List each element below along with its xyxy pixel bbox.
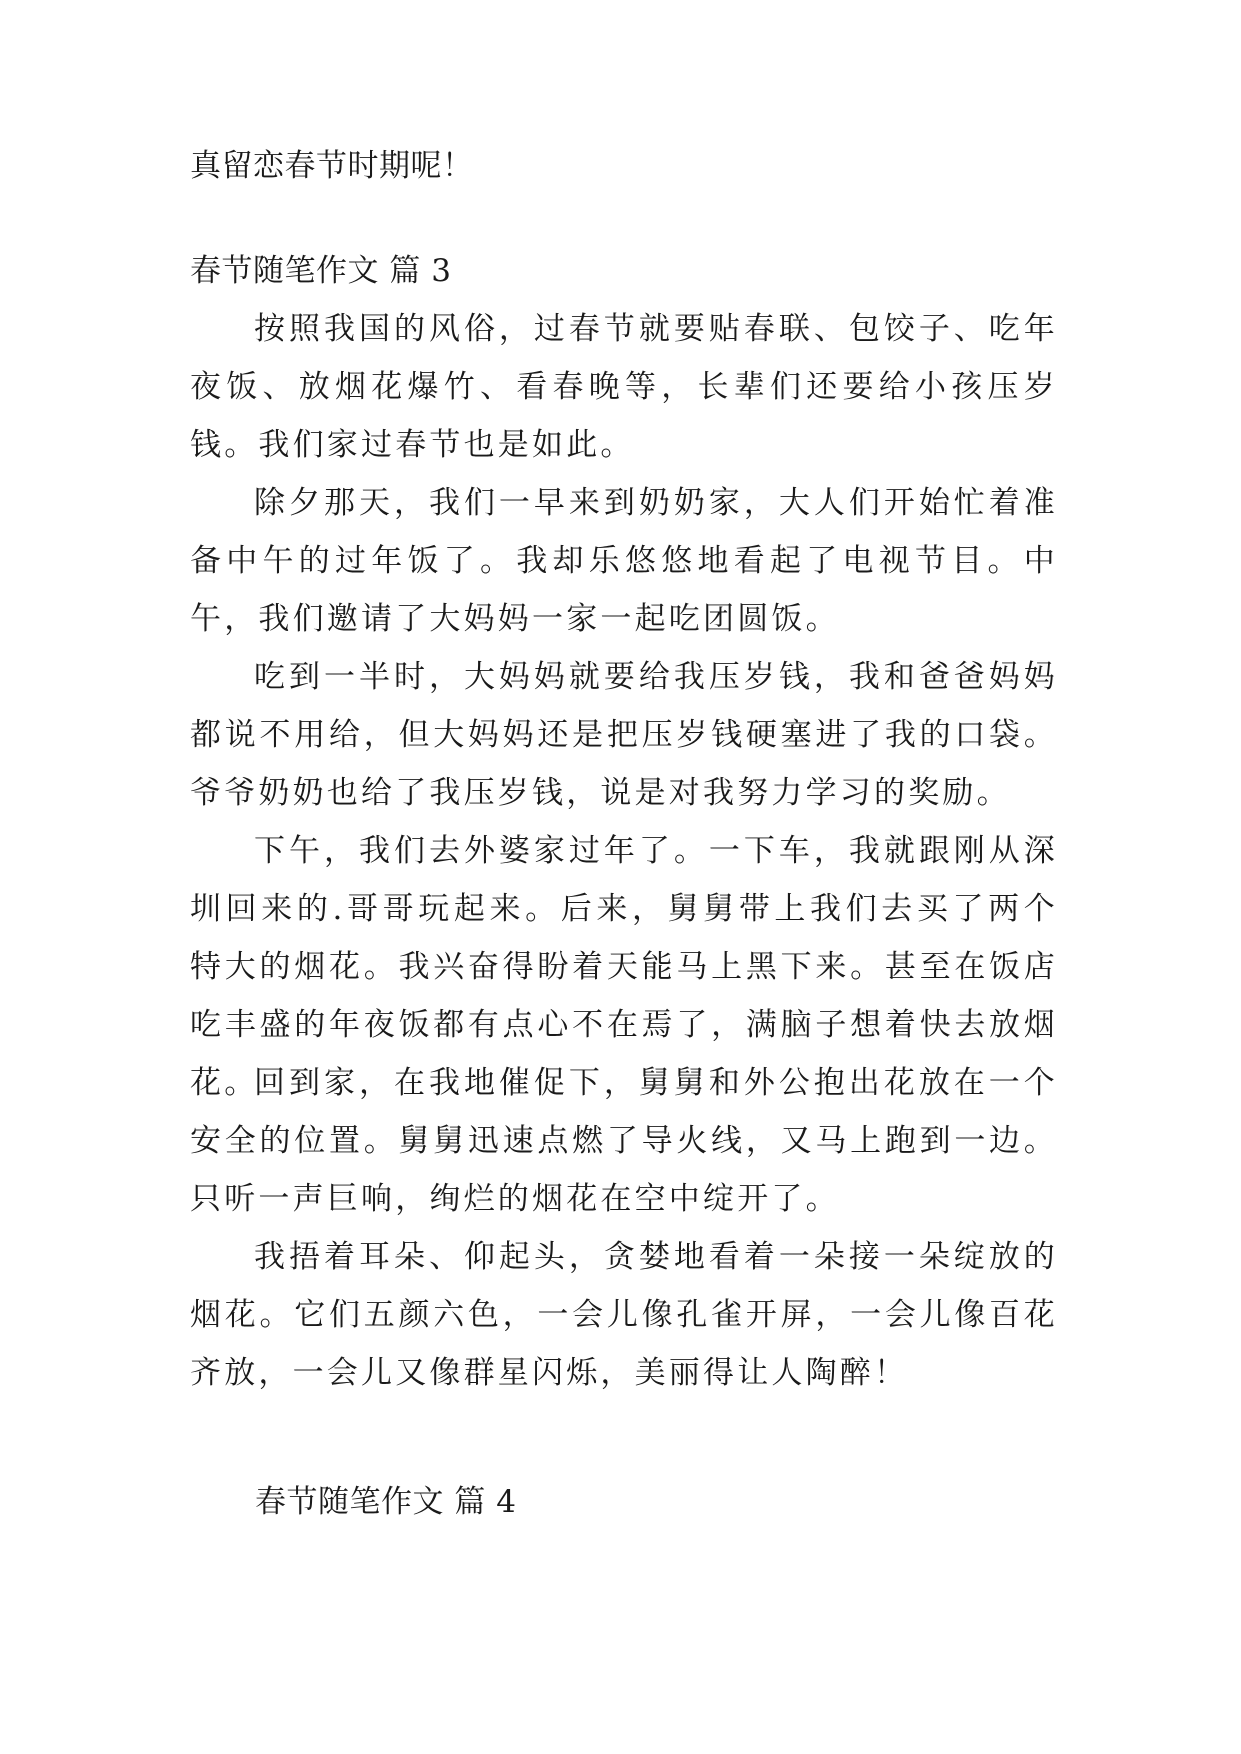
paragraph-4: 下午，我们去外婆家过年了。一下车，我就跟刚从深圳回来的.哥哥玩起来。后来，舅舅带上我们去买了两个特大的烟花。我兴奋得盼着天能马上黑下来。甚至在饭店吃丰盛的年夜饭都有点心不在焉了，满脑子想着快去放烟花。 — [190, 833, 1058, 1101]
section-4-title: 春节随笔作文 篇 4 — [255, 1484, 517, 1520]
paragraph-3: 吃到一半时，大妈妈就要给我压岁钱，我和爸爸妈妈都说不用给，但大妈妈还是把压岁钱硬塞进了我的口袋。爷爷奶奶也给了我压岁钱，说是对我努力学习的奖励。 — [190, 659, 1058, 811]
paragraph-6: 我捂着耳朵、仰起头，贪婪地看着一朵接一朵绽放的烟花。它们五颜六色，一会儿像孔雀开屏，一会儿像百花齐放，一会儿又像群星闪烁，美丽得让人陶醉！ — [190, 1239, 1058, 1391]
section-3-title: 春节随笔作文 篇 3 — [190, 253, 452, 289]
paragraph-5: 回到家，在我地催促下，舅舅和外公抱出花放在一个安全的位置。舅舅迅速点燃了导火线，又马上跑到一边。只听一声巨响，绚烂的烟花在空中绽开了。 — [190, 1065, 1058, 1217]
paragraph-1: 按照我国的风俗，过春节就要贴春联、包饺子、吃年夜饭、放烟花爆竹、看春晚等，长辈们还要给小孩压岁钱。我们家过春节也是如此。 — [190, 311, 1058, 463]
lead-line: 真留恋春节时期呢！ — [190, 148, 474, 184]
paragraph-2: 除夕那天，我们一早来到奶奶家，大人们开始忙着准备中午的过年饭了。我却乐悠悠地看起了电视节目。中午，我们邀请了大妈妈一家一起吃团圆饭。 — [190, 485, 1058, 637]
